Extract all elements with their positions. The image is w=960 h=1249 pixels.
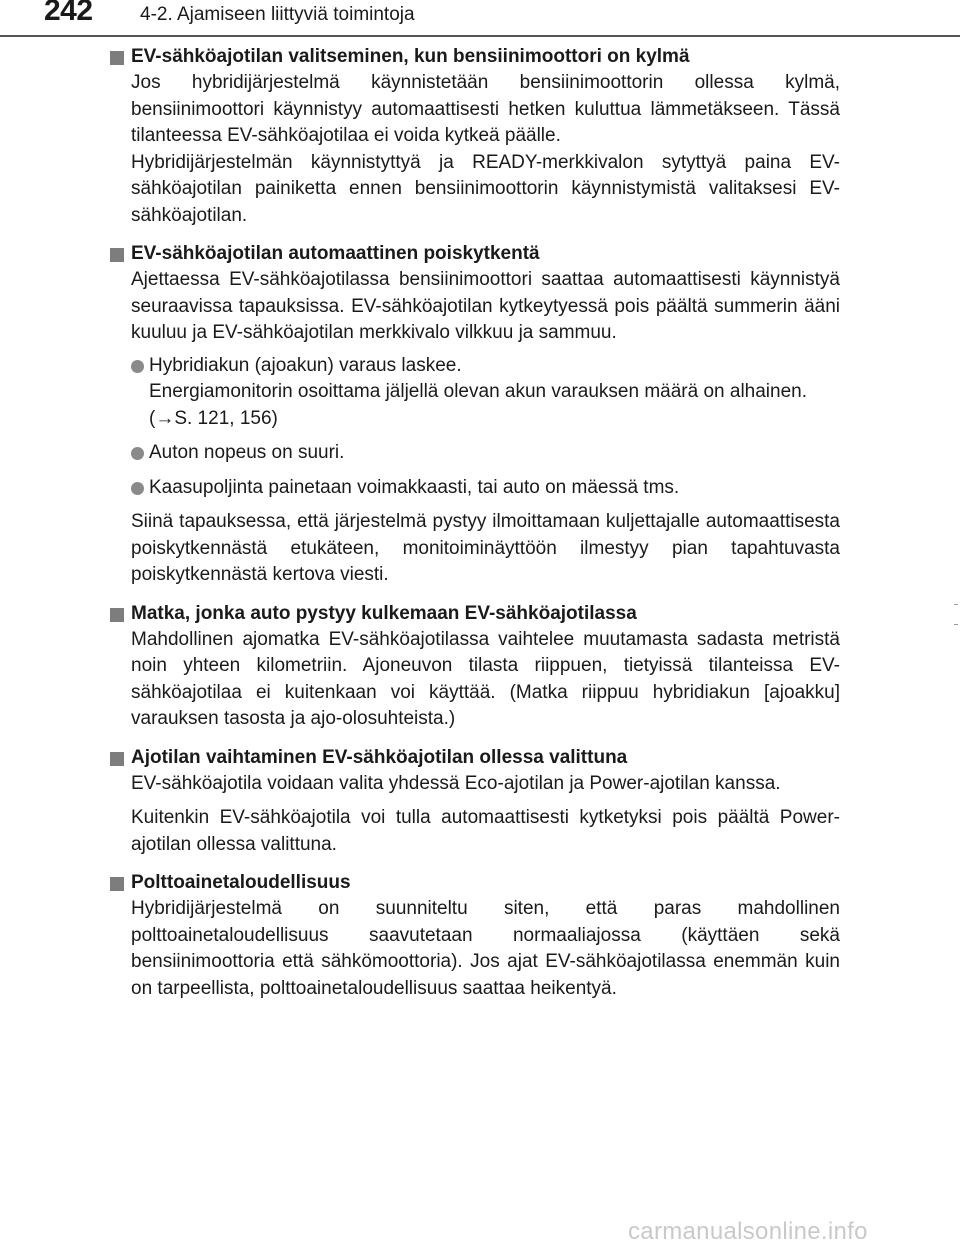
section-heading — [108, 745, 840, 771]
page-header — [0, 0, 960, 40]
page-content — [108, 44, 840, 1014]
heading-text: Matka, jonka auto pystyy kulkemaan EV-sähköajotilassa — [131, 602, 637, 624]
heading-text: EV-sähköajotilan valitseminen, kun bensiinimoottori on kylmä — [131, 46, 690, 67]
paragraph: Kuitenkin EV-sähköajotila voi tulla automaattisesti kytketyksi pois päältä Power-ajotilan ollessa valittuna. — [131, 807, 840, 855]
edge-mark — [954, 604, 958, 605]
list-item — [131, 353, 840, 433]
square-bullet-icon — [110, 608, 124, 622]
section-title: 4-2. Ajamiseen liittyviä toimintoja — [140, 4, 415, 25]
header-rule — [0, 35, 960, 37]
section-ev-distance — [108, 601, 840, 733]
bullet-text: Hybridiakun (ajoakun) varaus laskee. — [149, 354, 462, 376]
bullet-text: Kaasupoljinta painetaan voimakkaasti, tai auto on mäessä tms. — [149, 476, 680, 498]
paragraph: Hybridijärjestelmän käynnistyttyä ja READY-merkkivalon sytyttyä paina EV-sähköajotilan painiketta ennen bensiinimoottorin käynnistymistä valitaksesi EV-sähköajotilan. — [131, 151, 840, 226]
bullet-text: Auton nopeus on suuri. — [149, 442, 345, 463]
section-ev-cold-engine — [108, 44, 840, 229]
page-reference: (→S. 121, 156) — [149, 407, 278, 429]
paragraph: Mahdollinen ajomatka EV-sähköajotilassa vaihtelee muutamasta sadasta metristä noin yhteen kilometriin. Ajoneuvon tilasta riippuen, tietyissä tilanteissa EV-sähköajotilaa ei kuitenkaan voi käyttää. (Matka riippuu hybridiakun [ajoakku] varauksen tasosta ja ajo-olosuhteista.) — [131, 628, 840, 729]
heading-text: Ajotilan vaihtaminen EV-sähköajotilan ollessa valittuna — [131, 746, 628, 768]
section-heading — [108, 44, 840, 70]
section-fuel-economy — [108, 870, 840, 1002]
watermark: carmanualsonline.info — [628, 1218, 868, 1245]
circle-bullet-icon — [131, 482, 144, 495]
square-bullet-icon — [110, 877, 124, 891]
list-item — [131, 440, 840, 467]
page-number: 242 — [44, 0, 93, 27]
square-bullet-icon — [110, 248, 124, 262]
paragraph: Ajettaessa EV-sähköajotilassa bensiinimoottori saattaa automaattisesti käynnistyä seuraavissa tapauksissa. EV-sähköajotilan kytkeytyessä pois päältä summerin ääni kuuluu ja EV-sähköajotilan merkkivalo vilkkuu ja sammuu. — [131, 269, 840, 343]
edge-mark — [954, 624, 958, 625]
section-ev-auto-cancel — [108, 241, 840, 589]
paragraph: Jos hybridijärjestelmä käynnistetään bensiinimoottorin ollessa kylmä, bensiinimoottori käynnistyy automaattisesti hetken kuluttua lämmetäkseen. Tässä tilanteessa EV-sähköajotilaa ei voida kytkeä päälle. — [131, 72, 840, 146]
paragraph: Siinä tapauksessa, että järjestelmä pystyy ilmoittamaan kuljettajalle automaattisesta poiskytkennästä etukäteen, monitoiminäyttöön ilmestyy pian tapahtuvasta poiskytkennästä kertova viesti. — [131, 511, 840, 585]
paragraph: EV-sähköajotila voidaan valita yhdessä Eco-ajotilan ja Power-ajotilan kanssa. — [131, 772, 781, 794]
section-drive-mode — [108, 745, 840, 859]
square-bullet-icon — [110, 51, 124, 65]
section-heading — [108, 870, 840, 896]
section-heading — [108, 241, 840, 267]
list-item — [131, 475, 840, 502]
section-heading — [108, 601, 840, 627]
heading-text: Polttoainetaloudellisuus — [131, 872, 351, 893]
square-bullet-icon — [110, 752, 124, 766]
paragraph: Hybridijärjestelmä on suunniteltu siten, että paras mahdollinen polttoainetaloudellisuus saavutetaan normaaliajossa (käyttäen sekä bensiinimoottoria että sähkömoottoria). Jos ajat EV-sähköajotilassa enemmän kuin on tarpeellista, polttoainetaloudellisuus saattaa heikentyä. — [131, 898, 840, 999]
heading-text: EV-sähköajotilan automaattinen poiskytkentä — [131, 243, 540, 264]
bullet-list — [131, 353, 840, 502]
bullet-text: Energiamonitorin osoittama jäljellä olevan akun varauksen määrä on alhainen. — [149, 381, 808, 402]
circle-bullet-icon — [131, 447, 144, 460]
circle-bullet-icon — [131, 360, 144, 373]
